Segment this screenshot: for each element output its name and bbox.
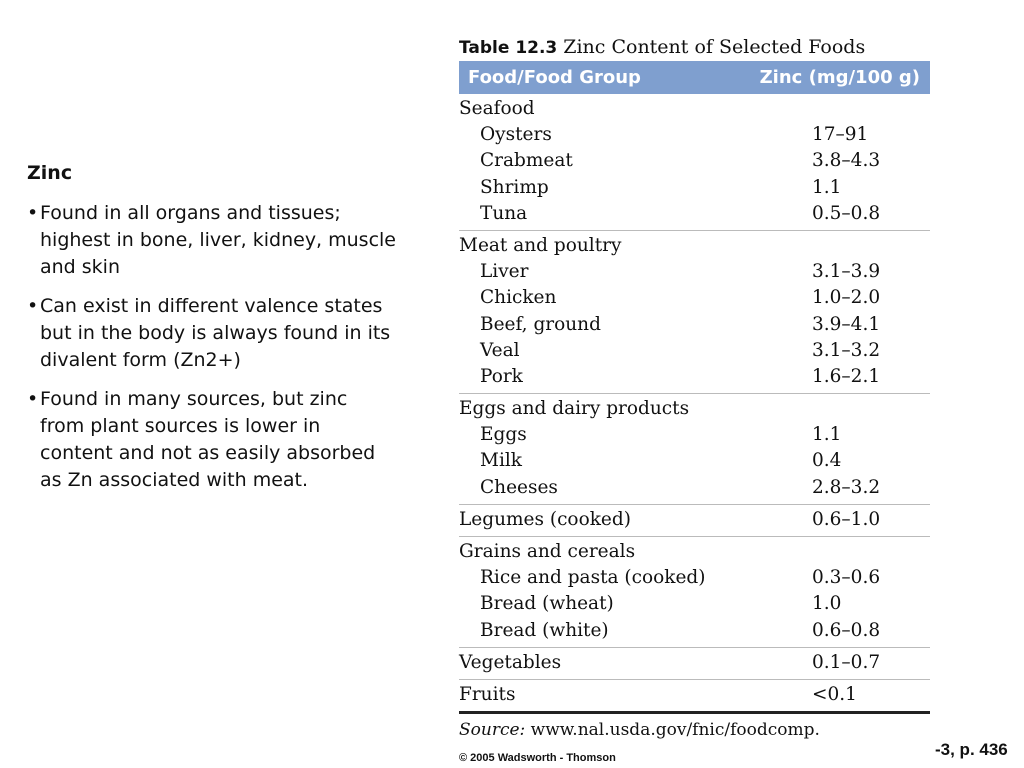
- notes-title: Zinc: [27, 162, 73, 184]
- category-row: [459, 682, 930, 708]
- zinc-value: 0.6–1.0: [812, 508, 881, 530]
- zinc-value: 3.8–4.3: [812, 150, 881, 172]
- zinc-value: 0.5–0.8: [812, 202, 881, 224]
- source-label: Source:: [459, 720, 526, 741]
- zinc-value: 1.1: [812, 176, 842, 198]
- food-name: Chicken: [480, 287, 557, 309]
- table-caption: [459, 33, 930, 61]
- category-row: [459, 539, 930, 565]
- food-name: Veal: [480, 339, 520, 361]
- zinc-value: 17–91: [812, 124, 869, 146]
- zinc-value: 0.3–0.6: [812, 567, 881, 589]
- table-row: [459, 448, 930, 474]
- table-body: [459, 94, 930, 714]
- bullet-sources: • Found in many sources, but zinc from plant sources is lower in content and not as easily absorbed as Zn associated with meat.: [27, 388, 376, 491]
- category-row: [459, 96, 930, 122]
- table-row: [459, 175, 930, 201]
- zinc-value: [812, 396, 930, 422]
- food-name: Cheeses: [480, 476, 558, 498]
- table-row: [459, 122, 930, 148]
- table-group: [459, 648, 930, 680]
- food-name: Rice and pasta (cooked): [480, 567, 706, 589]
- zinc-value: 3.1–3.2: [812, 339, 881, 361]
- food-name: Grains and cereals: [459, 541, 636, 562]
- zinc-value: [812, 96, 930, 122]
- category-row: [459, 233, 930, 259]
- table-row: [459, 364, 930, 390]
- food-name: Pork: [480, 365, 523, 387]
- food-name: Liver: [480, 261, 529, 283]
- header-zinc: Zinc (mg/100 g): [759, 67, 920, 88]
- food-name: Seafood: [459, 98, 535, 119]
- zinc-value: [812, 539, 930, 565]
- category-row: [459, 650, 930, 676]
- food-name: Meat and poultry: [459, 234, 622, 256]
- bullet-dot: •: [27, 388, 39, 410]
- table-row: [459, 618, 930, 644]
- food-name: Legumes (cooked): [459, 508, 631, 530]
- zinc-value: 2.8–3.2: [812, 476, 881, 498]
- table-group: [459, 537, 930, 648]
- table-row: [459, 259, 930, 285]
- table-header: [459, 61, 930, 94]
- header-food: Food/Food Group: [468, 67, 641, 88]
- page-reference: -3, p. 436: [935, 740, 1008, 759]
- bullet-dot: •: [27, 295, 39, 317]
- table-group: [459, 94, 930, 231]
- zinc-value: 3.9–4.1: [812, 313, 881, 335]
- zinc-value: <0.1: [812, 683, 857, 705]
- category-row: [459, 396, 930, 422]
- table-row: [459, 475, 930, 501]
- table-group: [459, 505, 930, 537]
- zinc-value: 0.6–0.8: [812, 619, 881, 641]
- copyright: © 2005 Wadsworth - Thomson: [459, 752, 616, 764]
- table-row: [459, 285, 930, 311]
- zinc-table: [459, 33, 930, 740]
- table-row: [459, 565, 930, 591]
- table-row: [459, 591, 930, 617]
- zinc-value: 1.0: [812, 593, 842, 615]
- table-row: [459, 312, 930, 338]
- table-row: [459, 148, 930, 174]
- food-name: Oysters: [480, 124, 552, 146]
- bullet-valence: • Can exist in different valence states but in the body is always found in its divalent form (Zn2+): [27, 295, 391, 371]
- table-row: [459, 422, 930, 448]
- source-url: www.nal.usda.gov/fnic/foodcomp.: [530, 720, 820, 741]
- table-source: [459, 720, 930, 740]
- food-name: Vegetables: [459, 651, 562, 673]
- table-group: [459, 394, 930, 505]
- food-name: Fruits: [459, 683, 516, 705]
- table-number: Table 12.3: [459, 38, 558, 58]
- table-row: [459, 201, 930, 227]
- zinc-value: 1.0–2.0: [812, 287, 881, 309]
- zinc-value: 0.1–0.7: [812, 651, 881, 673]
- food-name: Milk: [480, 450, 522, 472]
- food-name: Crabmeat: [480, 150, 573, 172]
- zinc-value: 3.1–3.9: [812, 261, 881, 283]
- zinc-value: 1.6–2.1: [812, 365, 881, 387]
- zinc-value: [812, 233, 930, 259]
- food-name: Bread (white): [480, 619, 609, 641]
- bullet-organs: • Found in all organs and tissues; highest in bone, liver, kidney, muscle and skin: [27, 202, 396, 278]
- zinc-value: 0.4: [812, 450, 842, 472]
- food-name: Eggs and dairy products: [459, 398, 690, 420]
- table-group: [459, 231, 930, 394]
- bullet-dot: •: [27, 202, 39, 224]
- food-name: Eggs: [480, 424, 527, 446]
- food-name: Beef, ground: [480, 313, 601, 335]
- food-name: Bread (wheat): [480, 593, 614, 615]
- notes-panel: [27, 160, 397, 506]
- table-title: Zinc Content of Selected Foods: [563, 36, 866, 58]
- food-name: Shrimp: [480, 176, 549, 198]
- zinc-value: 1.1: [812, 424, 842, 446]
- table-group: [459, 680, 930, 714]
- food-name: Tuna: [480, 202, 528, 224]
- table-row: [459, 338, 930, 364]
- category-row: [459, 507, 930, 533]
